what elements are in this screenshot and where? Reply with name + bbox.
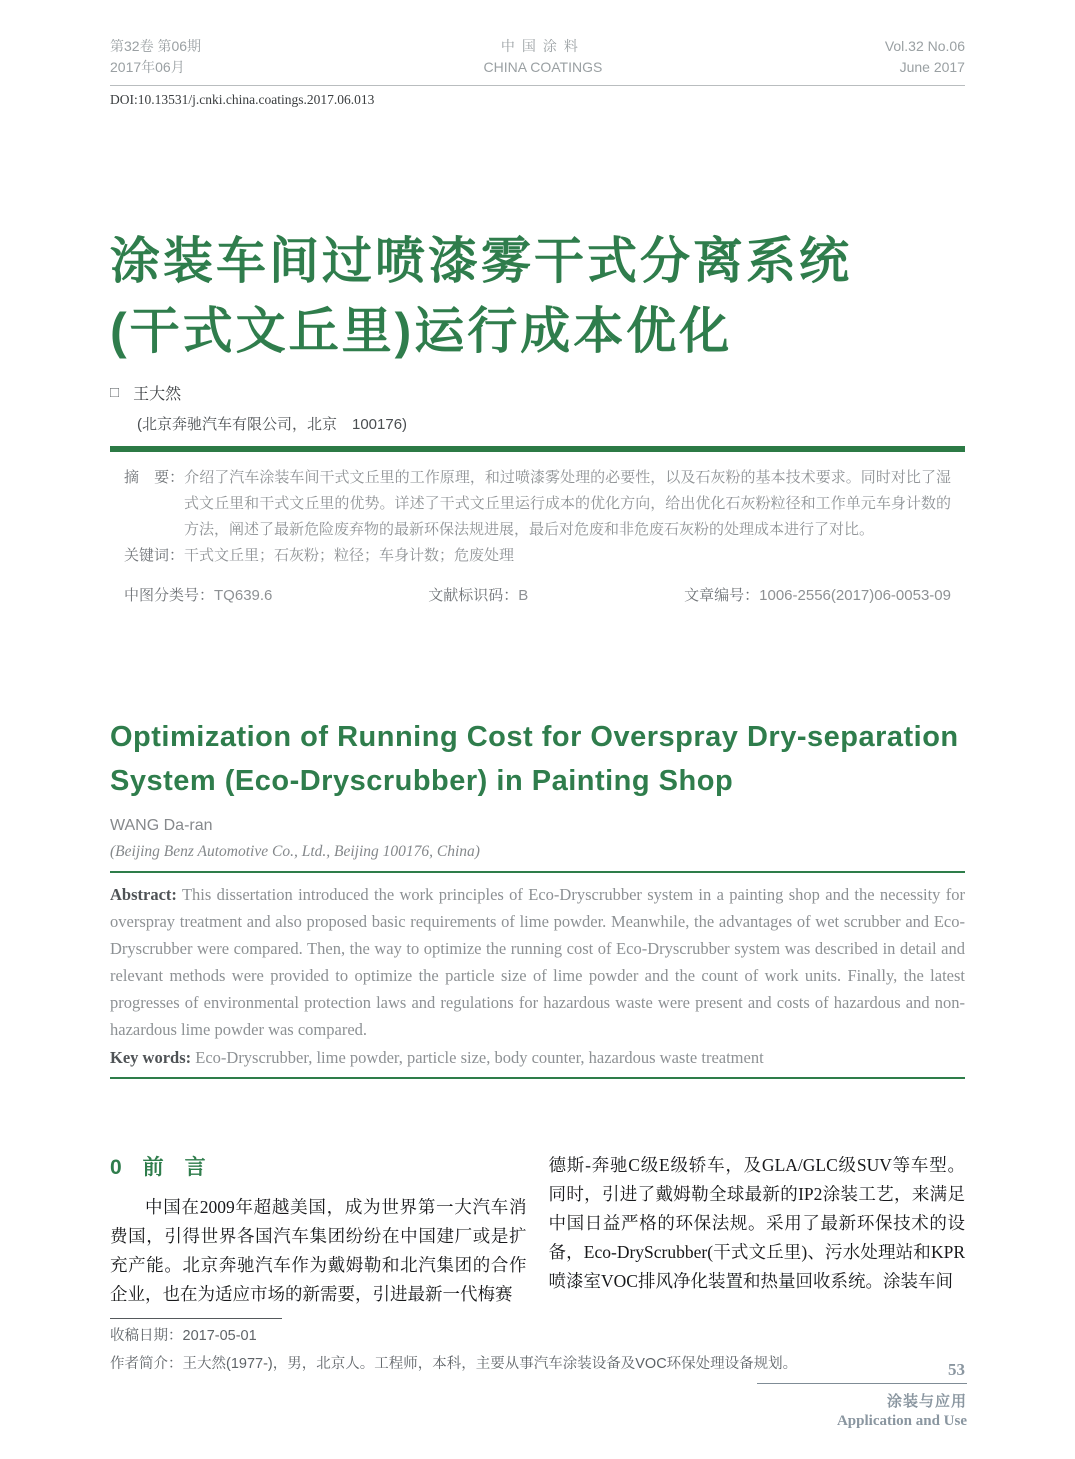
abstract-en-text: This dissertation introduced the work principles of Eco-Dryscrubber system in a painting shop and the necessity for overspray treatment and also proposed basic requirements of lime powder. Meanwhile, the advantages of wet scrubber and Eco-Dryscrubber were compared. Then, the way to optimize the running cost of Eco-Dryscrubber system was described in detail and relevant methods were provided to optimize the particle size of lime powder and the count of work units. Finally, the latest progresses of environmental protection laws and regulations for hazardous waste were present and costs of hazardous and non-hazardous lime powder was compared.: [110, 885, 965, 1039]
keywords-zh-row: [124, 543, 951, 569]
received-date-line: [110, 1325, 965, 1347]
journal-name-zh: 中国涂料: [500, 38, 585, 54]
keywords-en-label: Key words:: [110, 1048, 192, 1067]
footnote-rule: [110, 1318, 282, 1319]
clc-value: TQ639.6: [214, 587, 273, 604]
clc-item: [124, 583, 272, 609]
article-title-zh-line2: (干式文丘里)运行成本优化: [110, 303, 733, 359]
journal-header: [110, 0, 965, 78]
affiliation-zh: (北京奔驰汽车有限公司，北京 100176): [137, 416, 408, 433]
abstract-zh-text: 介绍了汽车涂装车间干式文丘里的工作原理，和过喷漆雾处理的必要性，以及石灰粉的基本技术要求。同时对比了湿式文丘里和干式文丘里的优势。详述了干式文丘里运行成本的优化方向，给出优化石灰粉粒径和工作单元车身计数的方法，阐述了最新危险废弃物的最新环保法规进展，最后对危废和非危废石灰粉的处理成本进行了对比。: [184, 469, 951, 538]
abstract-en-section: [110, 873, 965, 1071]
abstract-zh-section: [110, 452, 965, 609]
header-date-en: June 2017: [899, 59, 965, 75]
author-line: [110, 381, 965, 404]
page-number: 53: [948, 1360, 965, 1379]
abstract-zh-paragraph: [124, 465, 951, 543]
received-date-value: 2017-05-01: [182, 1328, 257, 1344]
author-bio-label: 作者简介：: [110, 1356, 183, 1372]
body-column-left: [110, 1151, 527, 1309]
author-marker-icon: □: [110, 384, 120, 401]
page-content: [110, 0, 965, 1375]
header-volume-issue-zh: 第32卷 第06期: [110, 38, 202, 54]
article-title-en-line1: Optimization of Running Cost for Overspray Dry-separation: [110, 721, 959, 753]
footer-rule: [757, 1383, 967, 1384]
column-name-en: Application and Use: [836, 1413, 967, 1429]
article-title-en-line2: System (Eco-Dryscrubber) in Painting Shop: [110, 765, 734, 797]
classification-row: [124, 583, 951, 609]
clc-label: 中图分类号：: [124, 587, 215, 604]
section-heading-intro: 0 前 言: [110, 1156, 206, 1179]
article-title-en: [110, 715, 965, 803]
body-paragraph-left: 中国在2009年超越美国，成为世界第一大汽车消费国，引得世界各国汽车集团纷纷在中国建厂或是扩充产能。北京奔驰汽车作为戴姆勒和北汽集团的合作企业，也在为适应市场的新需要，引进最新一代梅赛: [110, 1197, 527, 1304]
doc-code-item: [428, 583, 528, 609]
received-date-label: 收稿日期：: [110, 1328, 183, 1344]
doc-code-label: 文献标识码：: [428, 587, 519, 604]
journal-name-en: CHINA COATINGS: [483, 59, 603, 75]
abstract-en-label: Abstract:: [110, 885, 177, 904]
header-divider-line: [110, 85, 965, 86]
abstract-zh-label: 摘 要：: [124, 469, 185, 486]
keywords-en-row: [110, 1044, 965, 1071]
author-name-en: WANG Da-ran: [110, 817, 213, 834]
article-title-zh-line1: 涂装车间过喷漆雾干式分离系统: [110, 233, 852, 289]
author-name-zh: 王大然: [133, 386, 182, 403]
article-title-zh: [110, 226, 965, 366]
affiliation-en: (Beijing Benz Automotive Co., Ltd., Beijing 100176, China): [110, 843, 480, 860]
article-id-value: 1006-2556(2017)06-0053-09: [759, 587, 951, 604]
header-issue-info-en: [885, 36, 965, 78]
article-id-label: 文章编号：: [684, 587, 760, 604]
body-columns: [110, 1151, 965, 1309]
article-id-item: [684, 583, 951, 609]
column-name-zh: 涂装与应用: [886, 1394, 967, 1410]
header-volume-issue-en: Vol.32 No.06: [884, 38, 965, 54]
page-footer: [757, 1360, 967, 1430]
english-section: [110, 715, 965, 1079]
header-journal-name: [484, 36, 603, 78]
keywords-zh-label: 关键词：: [124, 547, 185, 564]
header-issue-info: [110, 36, 201, 78]
body-column-right: [549, 1151, 966, 1296]
header-date-zh: 2017年06月: [110, 59, 185, 75]
keywords-en-text: Eco-Dryscrubber, lime powder, particle size, body counter, hazardous waste treatment: [195, 1048, 764, 1067]
doc-code-value: B: [518, 587, 529, 604]
doi: DOI:10.13531/j.cnki.china.coatings.2017.06.013: [110, 92, 375, 107]
author-bio-text: 王大然(1977-)，男，北京人。工程师，本科，主要从事汽车涂装设备及VOC环保处理设备规划。: [182, 1356, 798, 1372]
abstract-en-paragraph: [110, 881, 965, 1043]
keywords-zh-text: 干式文丘里；石灰粉；粒径；车身计数；危废处理: [184, 547, 515, 564]
abstract-en-bottom-rule: [110, 1077, 965, 1079]
body-paragraph-right: 德斯-奔驰C级E级轿车，及GLA/GLC级SUV等车型。同时，引进了戴姆勒全球最新的IP2涂装工艺，来满足中国日益严格的环保法规。采用了最新环保技术的设备，Eco-DryScrubber(干式文丘里)、污水处理站和KPR喷漆室VOC排风净化装置和热量回收系统。涂装车间: [548, 1155, 965, 1291]
